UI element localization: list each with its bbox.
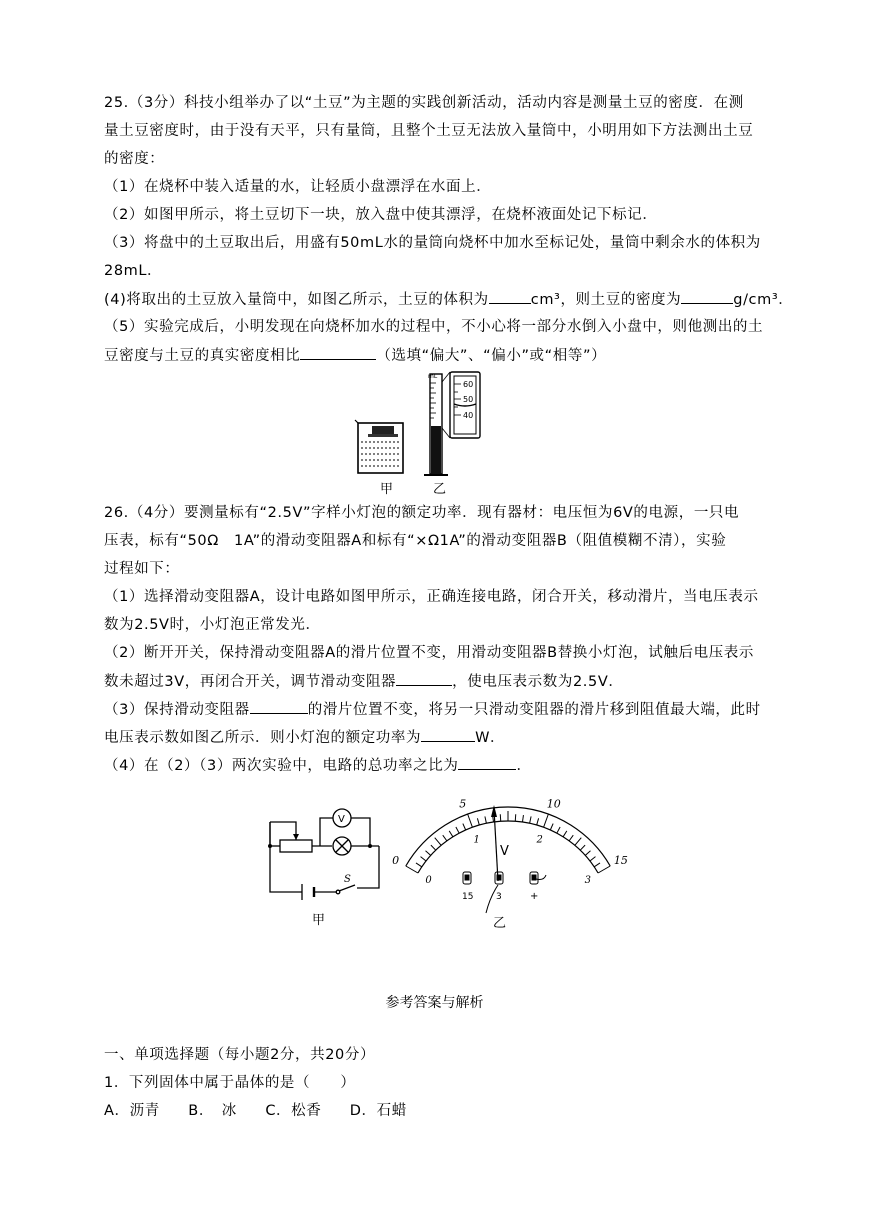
dial-bottom-label-2: 2 [536, 834, 543, 846]
q25-step-1: （1）在烧杯中装入适量的水，让轻质小盘漂浮在水面上． [104, 179, 492, 195]
dial-tick [585, 851, 590, 856]
dial-bottom-label-3: 3 [584, 875, 592, 886]
dial-tick [443, 835, 447, 841]
dial-tick [522, 815, 523, 822]
voltmeter-dial [392, 775, 628, 935]
dial-tick [569, 835, 573, 841]
q26-step-3-text-a: （3）保持滑动变阻器 [104, 702, 250, 718]
beaker-figure [355, 420, 403, 473]
q26-step-2-text-b: 数未超过3V，再闭合开关，调节滑动变阻器 [104, 674, 397, 690]
option-b: B． 冰 [188, 1103, 237, 1119]
q26-figure-label-b: 乙 [493, 916, 507, 931]
option-c: C．松香 [265, 1103, 322, 1119]
junction-dot [368, 844, 372, 848]
q26-step-3 [104, 699, 761, 720]
dial-tick [477, 818, 479, 825]
dial-tick [598, 866, 610, 873]
q25-figure-label-b: 乙 [433, 482, 447, 497]
dial-tick [590, 857, 596, 861]
answers-section-heading: 一、单项选择题（每小题2分，共20分） [104, 1047, 376, 1063]
dial-top-label-15: 15 [613, 854, 628, 867]
q26-answer-blank-power[interactable] [421, 727, 475, 742]
dial-needle-tip [491, 805, 497, 817]
q26-line-2: 压表，标有“50Ω 1A”的滑动变阻器A和标有“×Ω1A”的滑动变阻器B（阻值模糊不清），实验 [104, 533, 727, 549]
terminal-label-plus: + [530, 891, 539, 902]
dial-tick [537, 818, 539, 825]
dial-needle [494, 809, 498, 881]
dial-tick [530, 816, 531, 823]
dial-ticks [406, 811, 610, 873]
q25-step-2: （2）如图甲所示，将土豆切下一块，放入盘中使其漂浮，在烧杯液面处记下标记． [104, 207, 658, 223]
measuring-cylinder-figure [424, 372, 480, 475]
cylinder-tick-60: 60 [463, 380, 474, 389]
q26-figure-label-a: 甲 [312, 913, 326, 928]
dial-tick [594, 863, 600, 867]
q25-figure [350, 368, 480, 498]
dial-tick [580, 845, 585, 850]
q25-step-5a: （5）实验完成后，小明发现在向烧杯加水的过程中，不小心将一部分水倒入小盘中，则他测出的土 [104, 319, 764, 335]
q25-step-5-text-b: 豆密度与土豆的真实密度相比 [104, 348, 301, 364]
q26-step-3-text-c: 电压表示数如图乙所示．则小灯泡的额定功率为 [104, 730, 422, 746]
q26-answer-blank-rheostat-2[interactable] [250, 699, 308, 714]
q26-line-1: 26.（4分）要测量标有“2.5V”字样小灯泡的额定功率．现有器材：电压恒为6V的电源，一只电 [104, 505, 740, 521]
dial-tick [426, 851, 431, 856]
q25-step-4-text-a: (4)将取出的土豆放入量筒中，如图乙所示，土豆的体积为 [104, 292, 489, 308]
q26-step-4-text-b: ． [516, 758, 532, 774]
q25-step-4 [104, 289, 793, 310]
q25-answer-blank-volume[interactable] [489, 289, 531, 304]
q25-step-3a: （3）将盘中的土豆取出后，用盛有50mL水的量筒向烧杯中加水至标记处，量筒中剩余水的体积为 [104, 235, 761, 251]
dial-tick [416, 863, 422, 867]
q26-step-3-text-d: W． [475, 730, 506, 746]
cylinder-tick-50: 50 [463, 395, 474, 404]
switch-label: S [344, 874, 351, 885]
q26-step-1a: （1）选择滑动变阻器A，设计电路如图甲所示，正确连接电路，闭合开关，移动滑片，当电压表示 [104, 589, 759, 605]
dial-bottom-label-0: 0 [425, 875, 432, 886]
dial-tick [485, 816, 486, 823]
q25-answer-blank-compare[interactable] [300, 345, 376, 360]
terminal-label-3: 3 [496, 892, 502, 902]
q26-step-1b: 数为2.5V时，小灯泡正常发光． [104, 617, 321, 633]
q26-step-4 [104, 755, 532, 776]
option-d: D．石蜡 [349, 1103, 407, 1119]
q26-step-4-text-a: （4）在（2）（3）两次实验中，电路的总功率之比为 [104, 758, 459, 774]
cylinder-tick-40: 40 [463, 411, 474, 420]
q25-answer-blank-density[interactable] [681, 289, 733, 304]
q26-answer-blank-rheostat[interactable] [396, 671, 452, 686]
dial-top-label-5: 5 [459, 797, 467, 811]
dial-bottom-label-1: 1 [473, 834, 480, 846]
dial-tick [449, 831, 453, 837]
q25-line-3: 的密度： [104, 151, 165, 167]
answers-title: 参考答案与解析 [385, 995, 484, 1011]
q25-step-4-text-b: cm³，则土豆的密度为 [530, 292, 682, 308]
dial-tick [557, 827, 560, 833]
q26-step-2-text-c: ，使电压表示数为2.5V． [452, 674, 624, 690]
terminal-label-15: 15 [462, 892, 474, 902]
circuit-diagram [262, 800, 387, 935]
dial-tick [431, 845, 436, 850]
q26-step-3-text-b: 的滑片位置不变，将另一只滑动变阻器的滑片移到阻值最大端，此时 [307, 702, 761, 718]
q25-figure-label-a: 甲 [380, 482, 394, 497]
dial-tick [550, 824, 553, 830]
dial-tick [435, 838, 441, 846]
dial-unit-symbol: V [500, 844, 509, 859]
dial-tick [421, 857, 427, 861]
dial-top-label-0: 0 [392, 854, 400, 867]
q25-step-4-text-c: g/cm³． [733, 292, 794, 308]
answer-options [104, 1101, 407, 1121]
q26-step-2a: （2）断开开关，保持滑动变阻器A的滑片位置不变，用滑动变阻器B替换小灯泡，试触后电压表示 [104, 645, 754, 661]
dial-top-label-10: 10 [546, 797, 561, 811]
q25-step-5-text-c: （选填“偏大”、“偏小”或“相等”） [376, 348, 607, 364]
dial-tick [544, 814, 549, 827]
answer-question-1: 1．下列固体中属于晶体的是（ ） [104, 1075, 356, 1091]
q25-line-1: 25.（3分）科技小组举办了以“土豆”为主题的实践创新活动，活动内容是测量土豆的密度．在测 [104, 95, 744, 111]
q26-step-2 [104, 671, 623, 692]
option-a: A．沥青 [104, 1103, 160, 1119]
q25-line-2: 量土豆密度时，由于没有天平，只有量筒，且整个土豆无法放入量筒中，小明用如下方法测出土豆 [104, 123, 754, 139]
dial-tick [563, 831, 567, 837]
cylinder-unit-label: mL [428, 373, 438, 380]
dial-tick [406, 866, 418, 873]
junction-dot [268, 844, 272, 848]
dial-tick [468, 814, 473, 827]
q26-answer-blank-ratio[interactable] [458, 755, 516, 770]
q25-step-3b: 28mL． [104, 263, 163, 279]
q25-step-5 [104, 345, 606, 366]
dial-tick [456, 827, 459, 833]
dial-tick [463, 824, 466, 830]
q26-step-3c-line [104, 727, 505, 748]
dial-tick [575, 838, 581, 846]
voltmeter-symbol: V [338, 814, 345, 825]
q26-line-3: 过程如下： [104, 561, 180, 577]
